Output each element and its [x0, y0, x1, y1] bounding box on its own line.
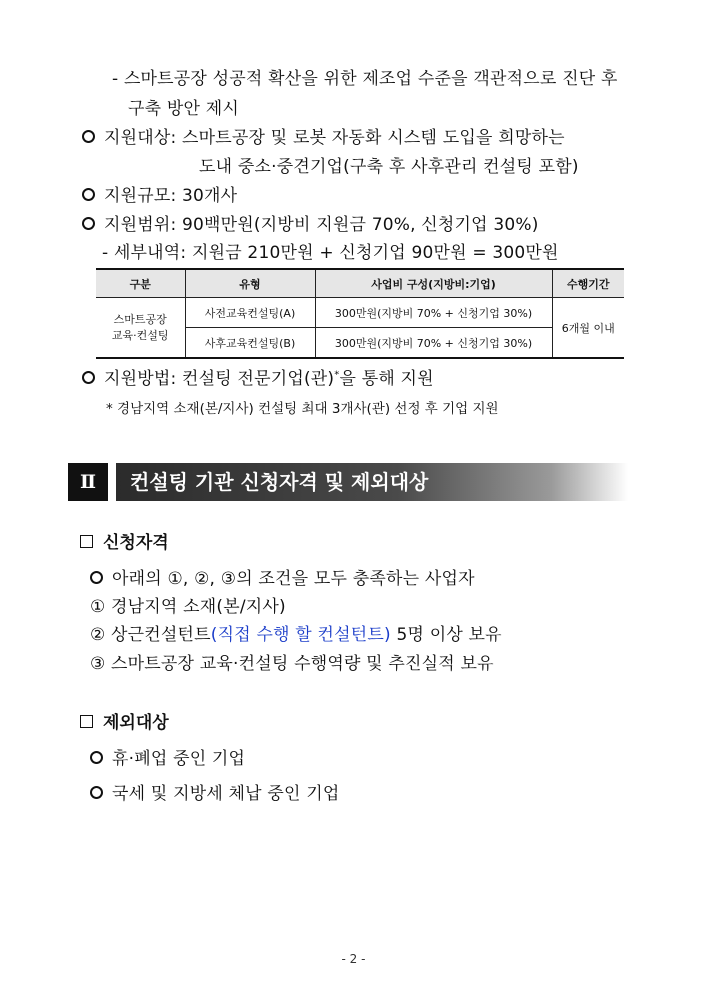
circle-bullet-icon — [82, 130, 95, 143]
header-category: 구분 — [96, 269, 185, 298]
header-period: 수행기간 — [552, 269, 624, 298]
support-target: 지원대상: 스마트공장 및 로봇 자동화 시스템 도입을 희망하는 — [82, 123, 565, 148]
detail-breakdown: - 세부내역: 지원금 210만원 + 신청기업 90만원 = 300만원 — [102, 243, 559, 263]
header-cost: 사업비 구성(지방비:기업) — [315, 269, 552, 298]
support-range: 지원범위: 90백만원(지방비 지원금 70%, 신청기업 30%) — [82, 210, 539, 235]
square-bullet-icon — [80, 715, 93, 728]
support-target-cont: 도내 중소·중견기업(구축 후 사후관리 컨설팅 포함) — [199, 157, 579, 177]
category-cell: 스마트공장 교육·컨설팅 — [96, 298, 185, 359]
cost-cell: 300만원(지방비 70% + 신청기업 30%) — [315, 298, 552, 328]
diagnosis-line-cont: 구축 방안 제시 — [128, 99, 239, 119]
exclusion-1: 휴·폐업 중인 기업 — [90, 744, 245, 769]
exclusion-2: 국세 및 지방세 체납 중인 기업 — [90, 779, 339, 804]
section-number: Ⅱ — [68, 463, 108, 501]
condition-2: ② 상근컨설턴트(직접 수행 할 컨설턴트) 5명 이상 보유 — [90, 625, 502, 645]
support-scale: 지원규모: 30개사 — [82, 181, 237, 206]
circle-bullet-icon — [82, 371, 95, 384]
section-title: 컨설팅 기관 신청자격 및 제외대상 — [116, 463, 628, 501]
type-cell: 사후교육컨설팅(B) — [185, 328, 315, 359]
condition-3: ③ 스마트공장 교육·컨설팅 수행역량 및 추진실적 보유 — [90, 654, 494, 674]
circle-bullet-icon — [90, 786, 103, 799]
page-number: - 2 - — [341, 952, 366, 966]
circle-bullet-icon — [90, 571, 103, 584]
table-header-row — [96, 269, 624, 298]
exclusion-heading: 제외대상 — [80, 708, 169, 733]
cost-cell: 300만원(지방비 70% + 신청기업 30%) — [315, 328, 552, 359]
circle-bullet-icon — [90, 751, 103, 764]
consultant-note: (직접 수행 할 컨설턴트) — [210, 625, 391, 645]
diagnosis-line: - 스마트공장 성공적 확산을 위한 제조업 수준을 객관적으로 진단 후 — [112, 69, 618, 89]
footnote: * 경남지역 소재(본/지사) 컨설팅 최대 3개사(관) 선정 후 기업 지원 — [106, 401, 499, 417]
support-method: 지원방법: 컨설팅 전문기업(관)*을 통해 지원 — [82, 364, 434, 389]
cost-table — [96, 268, 624, 359]
circle-bullet-icon — [82, 217, 95, 230]
circle-bullet-icon — [82, 188, 95, 201]
condition-1: ① 경남지역 소재(본/지사) — [90, 597, 286, 617]
square-bullet-icon — [80, 535, 93, 548]
section-banner — [68, 463, 628, 501]
type-cell: 사전교육컨설팅(A) — [185, 298, 315, 328]
qualification-heading: 신청자격 — [80, 528, 169, 553]
header-type: 유형 — [185, 269, 315, 298]
table-row — [96, 298, 624, 328]
qualification-intro: 아래의 ①, ②, ③의 조건을 모두 충족하는 사업자 — [90, 564, 475, 589]
period-cell: 6개월 이내 — [552, 298, 624, 359]
